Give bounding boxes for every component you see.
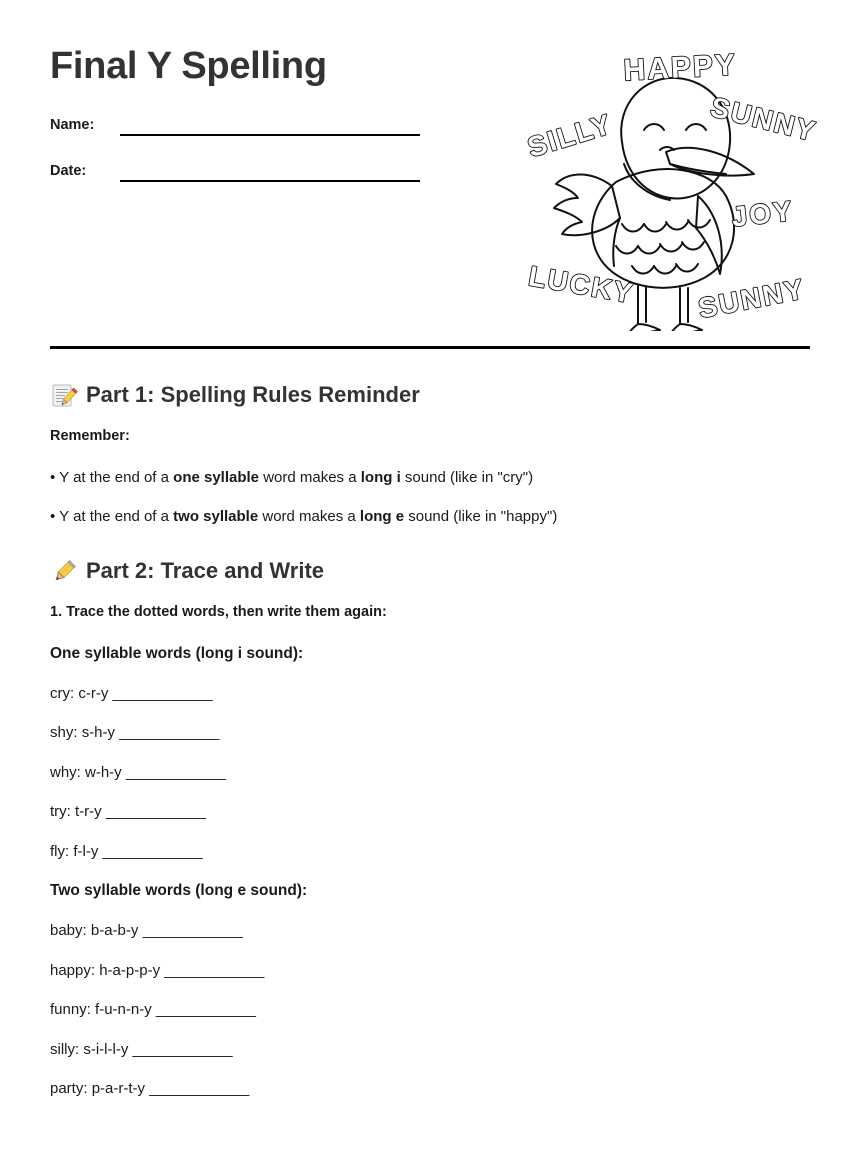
word-letters-why: w-h-y — [85, 763, 122, 781]
rule-1-bullet: • — [50, 468, 56, 486]
part2-heading-text: Part 2: Trace and Write — [86, 557, 325, 583]
word-row-cry — [50, 684, 810, 704]
name-label: Name: — [50, 117, 95, 134]
word-label-shy: shy: — [50, 724, 78, 742]
word-label-why: why: — [50, 763, 81, 781]
word-letters-fly: f-l-y — [73, 842, 99, 860]
rule-1-bold-2: long i — [360, 468, 401, 486]
one-syllable-group-title: One syllable words (long i sound): — [50, 644, 304, 662]
word-letters-happy: h-a-p-p-y — [99, 961, 161, 979]
write-blank-silly[interactable]: ____________ — [132, 1040, 233, 1058]
illustration-word-lucky: LUCKY — [526, 260, 637, 310]
page-title: Final Y Spelling — [50, 45, 327, 87]
word-letters-party: p-a-r-t-y — [91, 1080, 146, 1098]
spelling-rule-1 — [50, 468, 810, 488]
rule-2-mid: word makes a — [258, 508, 360, 526]
name-field-row — [50, 110, 520, 136]
illustration-word-sunny-top: SUNNY — [707, 91, 820, 148]
rule-1-mid: word makes a — [259, 468, 361, 486]
word-label-silly: silly: — [50, 1040, 80, 1058]
rule-1-post: sound (like in "cry") — [400, 468, 534, 486]
word-letters-try: t-r-y — [75, 803, 102, 821]
write-blank-party[interactable]: ____________ — [149, 1080, 250, 1098]
word-row-why — [50, 763, 810, 783]
rule-2-bold-1: two syllable — [173, 508, 259, 526]
section-divider — [50, 346, 810, 349]
worksheet-content — [50, 381, 810, 1119]
name-input-line[interactable] — [120, 114, 420, 136]
word-row-funny — [50, 1000, 810, 1020]
worksheet-header — [50, 46, 520, 182]
word-letters-baby: b-a-b-y — [90, 922, 139, 940]
word-row-happy — [50, 961, 810, 981]
rule-1-bold-1: one syllable — [173, 468, 260, 486]
illustration-word-joy: JOY — [730, 195, 796, 233]
word-row-silly — [50, 1040, 810, 1060]
remember-label: Remember: — [50, 428, 130, 444]
part2-heading — [50, 557, 810, 585]
pencil-icon — [50, 558, 78, 586]
word-letters-silly: s-i-l-l-y — [83, 1040, 129, 1058]
word-row-shy — [50, 723, 810, 743]
write-blank-shy[interactable]: ____________ — [119, 724, 220, 742]
illustration-word-silly: SILLY — [523, 108, 617, 164]
illustration-word-happy: HAPPY — [622, 48, 738, 88]
word-row-try — [50, 802, 810, 822]
word-label-funny: funny: — [50, 1001, 91, 1019]
word-label-happy: happy: — [50, 961, 96, 979]
part1-heading-text: Part 1: Spelling Rules Reminder — [86, 381, 420, 407]
rule-2-pre: Y at the end of a — [55, 508, 174, 526]
write-blank-try[interactable]: ____________ — [105, 803, 206, 821]
part2-instruction: 1. Trace the dotted words, then write them again: — [50, 603, 387, 620]
rule-2-bullet: • — [50, 508, 56, 526]
rule-2-bold-2: long e — [359, 508, 405, 526]
rule-1-pre: Y at the end of a — [55, 468, 174, 486]
date-field-row — [50, 156, 520, 182]
illustration-word-sunny-bottom: SUNNY — [695, 273, 808, 325]
word-label-party: party: — [50, 1080, 88, 1098]
rule-2-post: sound (like in "happy") — [404, 508, 558, 526]
word-label-cry: cry: — [50, 684, 75, 702]
word-row-baby — [50, 921, 810, 941]
date-input-line[interactable] — [120, 160, 420, 182]
write-blank-cry[interactable]: ____________ — [112, 684, 213, 702]
word-letters-funny: f-u-n-n-y — [95, 1001, 152, 1019]
spelling-rule-2 — [50, 507, 810, 527]
memo-icon — [50, 382, 78, 410]
write-blank-funny[interactable]: ____________ — [155, 1001, 257, 1019]
word-label-baby: baby: — [50, 922, 87, 940]
word-row-fly — [50, 842, 810, 862]
bird-illustration — [520, 46, 820, 331]
word-letters-shy: s-h-y — [81, 724, 116, 742]
word-label-fly: fly: — [50, 842, 70, 860]
word-label-try: try: — [50, 803, 71, 821]
word-letters-cry: c-r-y — [78, 684, 109, 702]
write-blank-why[interactable]: ____________ — [125, 763, 226, 781]
word-row-party — [50, 1079, 810, 1099]
part1-heading — [50, 381, 810, 409]
date-label: Date: — [50, 163, 87, 180]
two-syllable-group-title: Two syllable words (long e sound): — [50, 882, 308, 900]
write-blank-baby[interactable]: ____________ — [142, 922, 243, 940]
write-blank-fly[interactable]: ____________ — [102, 842, 203, 860]
write-blank-happy[interactable]: ____________ — [164, 961, 265, 979]
